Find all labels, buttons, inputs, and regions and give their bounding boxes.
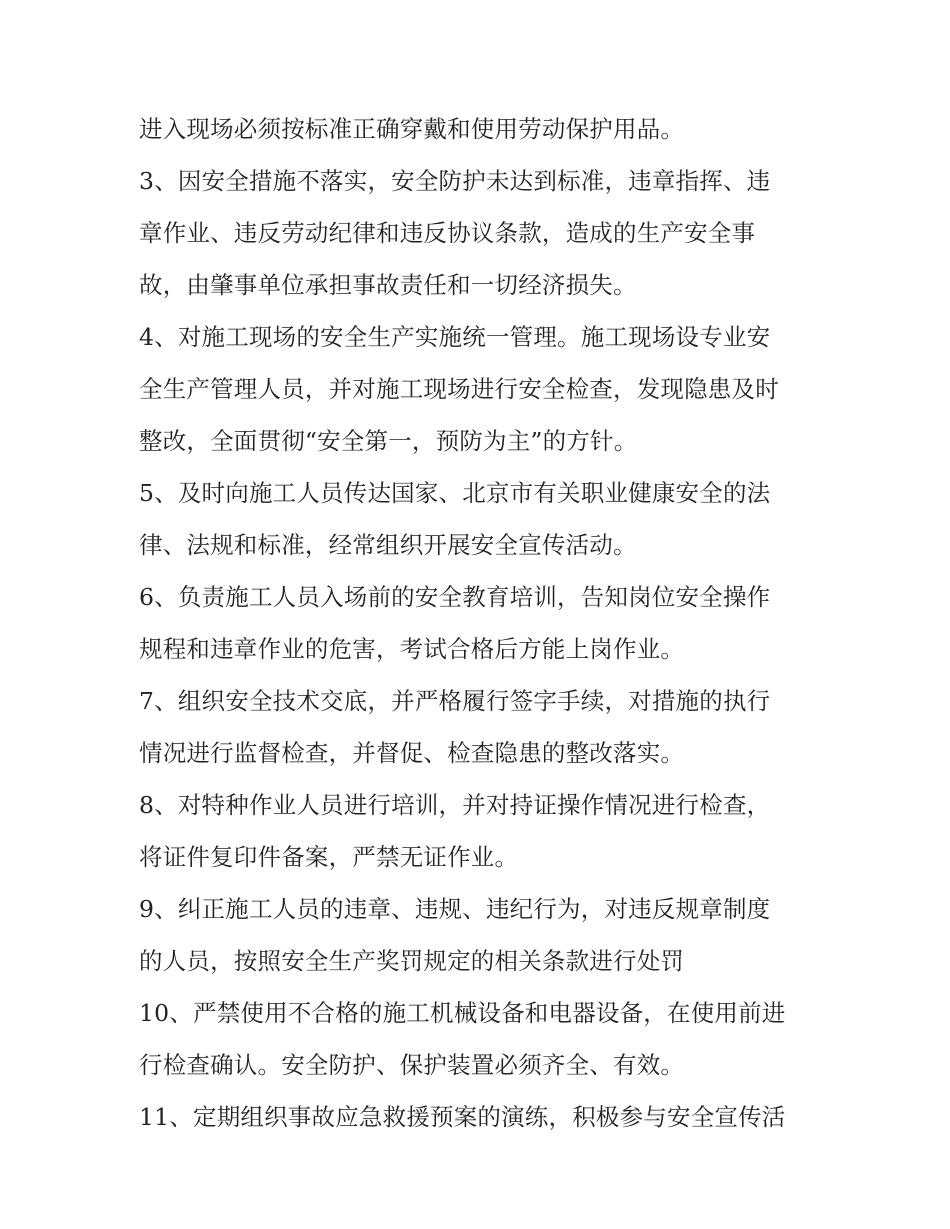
text-line: 5、及时向施工人员传达国家、北京市有关职业健康安全的法 [139,479,771,507]
text-line: 3、因安全措施不落实，安全防护未达到标准，违章指挥、违 [139,167,771,195]
text-line: 7、组织安全技术交底，并严格履行签字手续，对措施的执行 [139,687,771,715]
text-line: 6、负责施工人员入场前的安全教育培训，告知岗位安全操作 [139,583,771,611]
text-line: 将证件复印件备案，严禁无证作业。 [139,843,519,871]
text-line: 8、对特种作业人员进行培训，并对持证操作情况进行检查， [139,791,771,819]
text-line: 9、纠正施工人员的违章、违规、违纪行为，对违反规章制度 [139,895,771,923]
document-body [139,103,819,1143]
text-line: 故，由肇事单位承担事故责任和一切经济损失。 [139,271,637,299]
text-line: 规程和违章作业的危害，考试合格后方能上岗作业。 [139,635,685,663]
text-line: 11、定期组织事故应急救援预案的演练，积极参与安全宣传活 [139,1103,786,1131]
text-line: 的人员，按照安全生产奖罚规定的相关条款进行处罚 [139,947,685,975]
text-line: 情况进行监督检查，并督促、检查隐患的整改落实。 [139,739,685,767]
text-line: 律、法规和标准，经常组织开展安全宣传活动。 [139,531,637,559]
text-line: 全生产管理人员，并对施工现场进行安全检查，发现隐患及时 [139,375,779,403]
text-line: 4、对施工现场的安全生产实施统一管理。施工现场设专业安 [139,323,771,351]
text-line: 10、严禁使用不合格的施工机械设备和电器设备，在使用前进 [139,999,786,1027]
text-line: 整改，全面贯彻“安全第一，预防为主”的方针。 [139,427,638,455]
text-line: 章作业、违反劳动纪律和违反协议条款，造成的生产安全事 [139,219,756,247]
text-line: 行检查确认。安全防护、保护装置必须齐全、有效。 [139,1051,685,1079]
text-line: 进入现场必须按标准正确穿戴和使用劳动保护用品。 [139,115,685,143]
